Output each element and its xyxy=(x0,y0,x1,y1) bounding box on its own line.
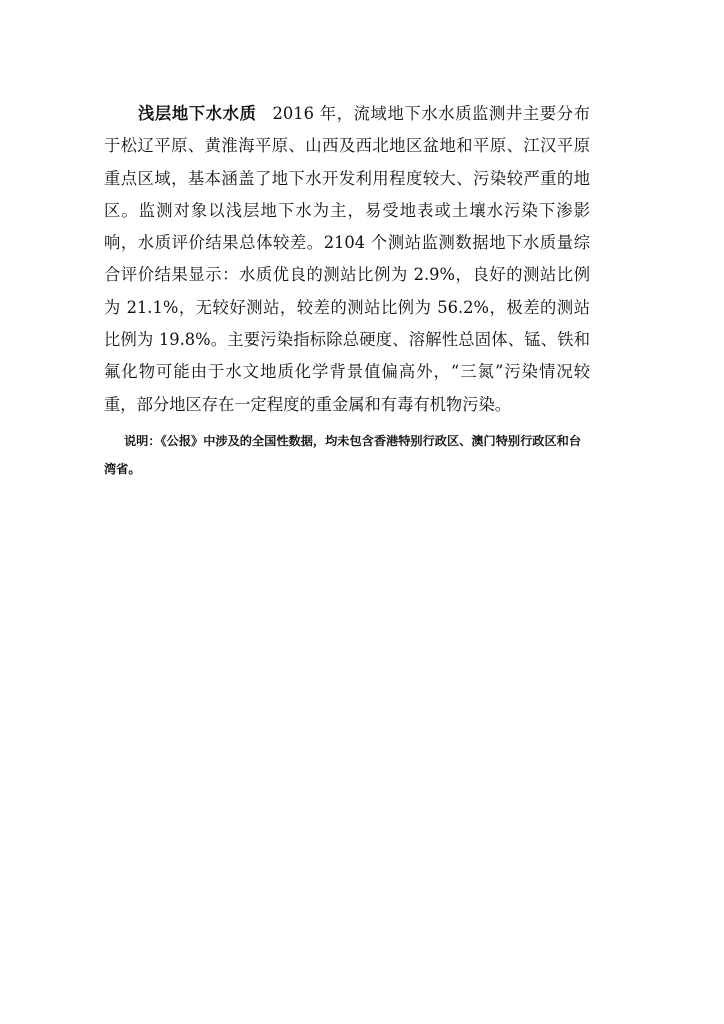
document-page xyxy=(104,98,590,483)
section-heading: 浅层地下水水质 xyxy=(138,104,257,123)
groundwater-quality-paragraph xyxy=(104,98,590,421)
footnote-note: 说明：《公报》中涉及的全国性数据，均未包含香港特别行政区、澳门特别行政区和台湾省。 xyxy=(104,433,582,476)
section-body-text: 2016 年，流域地下水水质监测井主要分布于松辽平原、黄淮海平原、山西及西北地区盆地和平原、江汉平原重点区域，基本涵盖了地下水开发利用程度较大、污染较严重的地区。监测对象以浅层地下水为主，易受地表或土壤水污染下渗影响，水质评价结果总体较差。2104 个测站监测数据地下水质量综合评价结果显示：水质优良的测站比例为 2.9%，良好的测站比例为 21.1%，无较好测站，较差的测站比例为 56.2%，极差的测站比例为 19.8%。主要污染指标除总硬度、溶解性总固体、锰、铁和氟化物可能由于水文地质化学背景值偏高外，“三氮”污染情况较重，部分地区存在一定程度的重金属和有毒有机物污染。 xyxy=(104,104,590,414)
